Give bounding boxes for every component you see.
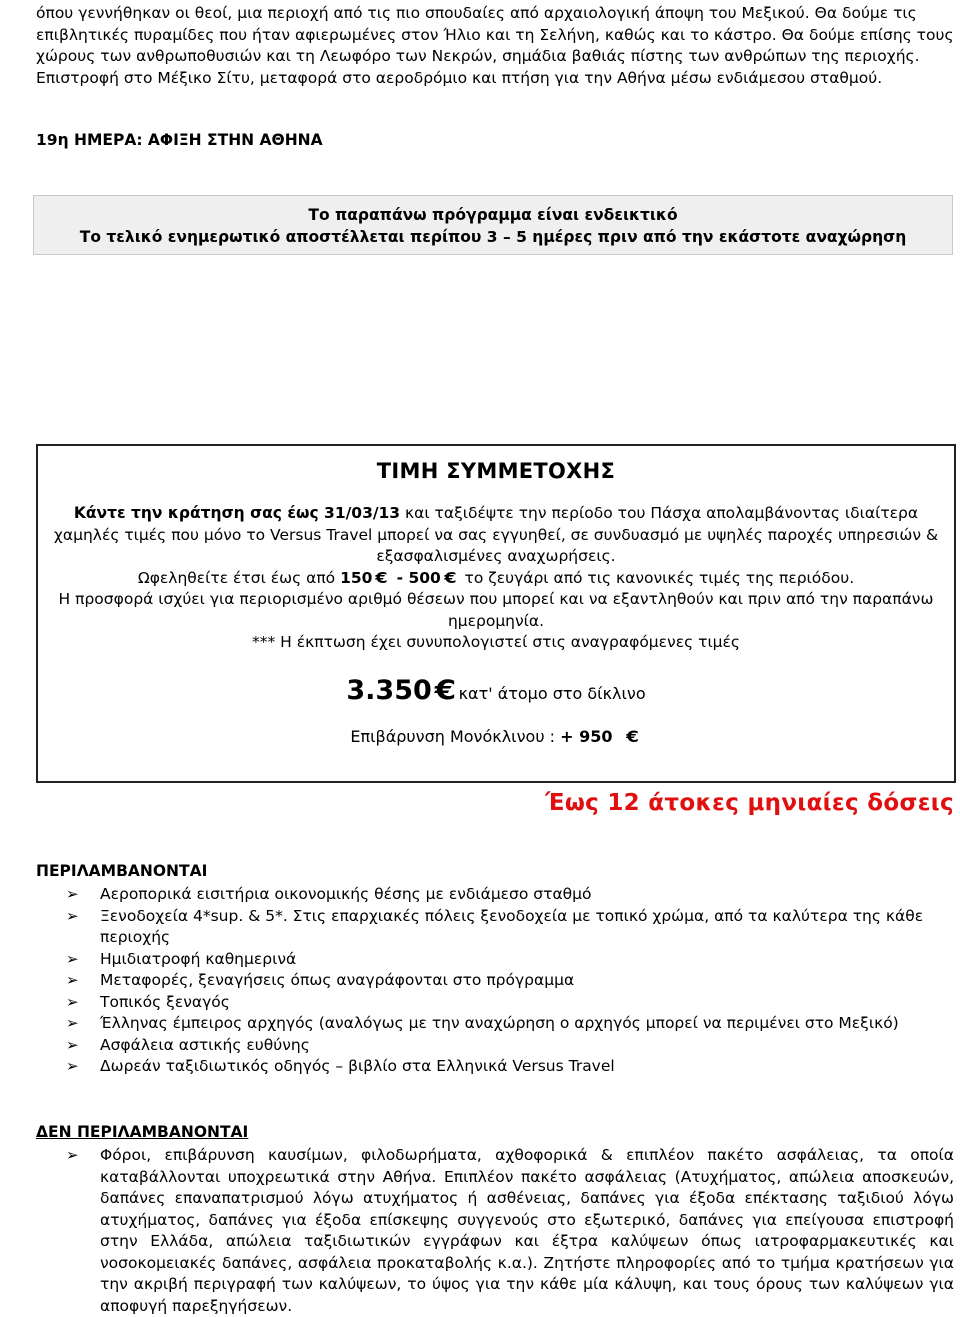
savings-suffix: το ζευγάρι από τις κανονικές τιμές της περιόδου. <box>459 568 855 587</box>
installments-banner: Έως 12 άτοκες μηνιαίες δόσεις <box>545 790 954 816</box>
list-item: ➢ Μεταφορές, ξεναγήσεις όπως αναγράφονται στο πρόγραμμα <box>66 970 954 992</box>
arrow-bullet-icon: ➢ <box>66 1057 79 1075</box>
program-notice-box <box>33 195 953 255</box>
day19-heading: 19η ΗΜΕΡΑ: ΑΦΙΞΗ ΣΤΗΝ ΑΘΗΝΑ <box>36 131 323 149</box>
list-item: ➢ Ημιδιατροφή καθημερινά <box>66 949 954 971</box>
euro-icon: € <box>444 568 457 587</box>
included-heading: ΠΕΡΙΛΑΜΒΑΝΟΝΤΑΙ <box>36 862 208 880</box>
booking-offer-text <box>38 503 954 654</box>
list-item: ➢ Έλληνας έμπειρος αρχηγός (αναλόγως με την αναχώρηση ο αρχηγός μπορεί να περιμένει στο Μεξικό) <box>66 1013 954 1035</box>
arrow-bullet-icon: ➢ <box>66 1035 79 1054</box>
list-item: ➢ Τοπικός ξεναγός <box>66 992 954 1014</box>
booking-details: και ταξιδέψτε την περίοδο του Πάσχα απολαμβάνοντας ιδιαίτερα χαμηλές τιμές που μόνο το Versus Travel μπορεί να σας εγγυηθεί, σε συνδυασμό με υψηλές παροχές υπηρεσιών & εξασφαλισμένες αναχωρήσεις. <box>53 504 939 565</box>
savings-low: 150 <box>340 568 373 587</box>
arrow-bullet-icon: ➢ <box>66 992 79 1011</box>
arrow-bullet-icon: ➢ <box>66 885 79 903</box>
list-item: ➢ Αεροπορικά εισιτήρια οικονομικής θέσης με ενδιάμεσο σταθμό <box>66 884 954 906</box>
single-supplement-label: Επιβάρυνση Μονόκλινου : <box>350 727 561 746</box>
euro-icon: € <box>625 727 639 746</box>
price-title: ΤΙΜΗ ΣΥΜΜΕΤΟΧΗΣ <box>376 459 616 483</box>
notice-line-2: Το τελικό ενημερωτικό αποστέλλεται περίπου 3 – 5 ημέρες πριν από την εκάστοτε αναχώρηση <box>79 228 907 246</box>
arrow-bullet-icon: ➢ <box>66 949 79 968</box>
arrow-bullet-icon: ➢ <box>66 906 79 925</box>
included-list <box>66 884 954 1078</box>
excluded-heading: ΔΕΝ ΠΕΡΙΛΑΜΒΑΝΟΝΤΑΙ <box>36 1123 249 1141</box>
day18-description: όπου γεννήθηκαν οι θεοί, μια περιοχή από τις πιο σπουδαίες από αρχαιολογική άποψη του Μεξικού. Θα δούμε τις επιβλητικές πυραμίδες που ήταν αφιερωμένες στον Ήλιο και τη Σελήνη, καθώς και το κάστρο. Θα δούμε επίσης τους χώρους των ανθρωποθυσιών και τη Λεωφόρο των Νεκρών, σημάδια βαθιάς πίστης των ανθρώπων της περιοχής. Επιστροφή στο Μέξικο Σίτυ, μεταφορά στο αεροδρόμιο και πτήση για την Αθήνα μέσω ενδιάμεσου σταθμού. <box>36 4 954 87</box>
price-box <box>36 444 956 783</box>
list-item: ➢ Ασφάλεια αστικής ευθύνης <box>66 1035 954 1057</box>
arrow-bullet-icon: ➢ <box>66 1146 79 1164</box>
main-price-line <box>38 674 954 706</box>
excluded-list <box>66 1145 954 1317</box>
savings-prefix: Ωφεληθείτε έτσι έως από <box>137 568 341 587</box>
arrow-bullet-icon: ➢ <box>66 1014 79 1032</box>
list-item: ➢ Φόροι, επιβάρυνση καυσίμων, φιλοδωρήματα, αχθοφορικά & επιπλέον πακέτο ασφάλειας, τα οποία καταβάλλονται υποχρεωτικά στην Αθήνα. Επιπλέον πακέτο ασφάλειας (Ατυχήματος, απώλεια αποσκευών, δαπάνες επαναπατρισμού λόγω ατυχήματος ή ασθένειας, δαπάνες για έξοδα επέκτασης ταξιδιού λόγω ατυχήματος, δαπάνες για έξοδα επίσκεψης συγγενούς στο εξωτερικό, δαπάνες για επείγουσα επιστροφή στην Ελλάδα, απώλεια ταξιδιωτικών εγγράφων και έξτρα καλύψεων όπως ιατροφαρμακευτικές και νοσοκομειακές δαπάνες, ασφάλεια προκαταβολής κ.α.). Ζητήστε πληροφορίες από το τμήμα κρατήσεων για την ακριβή περιγραφή των καλύψεων, το ύψος για την κάθε μία κάλυψη, και τους όρους των καλύψεων για αποφυγή παρεξηγήσεων. <box>66 1146 954 1315</box>
list-item: ➢ Ξενοδοχεία 4*sup. & 5*. Στις επαρχιακές πόλεις ξενοδοχεία με τοπικό χρώμα, από τα καλύτερα της κάθε περιοχής <box>66 906 924 946</box>
booking-deadline: Κάντε την κράτηση σας έως 31/03/13 <box>73 504 401 522</box>
main-price-suffix: κατ' άτομο στο δίκλινο <box>458 683 646 703</box>
discount-note: *** Η έκπτωση έχει συνυπολογιστεί στις αναγραφόμενες τιμές <box>251 633 741 651</box>
single-supplement-line <box>38 726 954 748</box>
offer-availability: Η προσφορά ισχύει για περιορισμένο αριθμό θέσεων που μπορεί και να εξαντληθούν και πριν από την παραπάνω ημερομηνία. <box>58 590 934 630</box>
notice-line-1: Το παραπάνω πρόγραμμα είναι ενδεικτικό <box>308 206 678 224</box>
arrow-bullet-icon: ➢ <box>66 971 79 989</box>
euro-icon: € <box>375 568 389 587</box>
list-item: ➢ Δωρεάν ταξιδιωτικός οδηγός – βιβλίο στα Ελληνικά Versus Travel <box>66 1056 954 1078</box>
main-price: 3.350 <box>346 674 432 706</box>
savings-high: - 500 <box>391 568 441 587</box>
euro-icon: € <box>434 674 457 706</box>
single-supplement-value: + 950 <box>560 727 613 746</box>
